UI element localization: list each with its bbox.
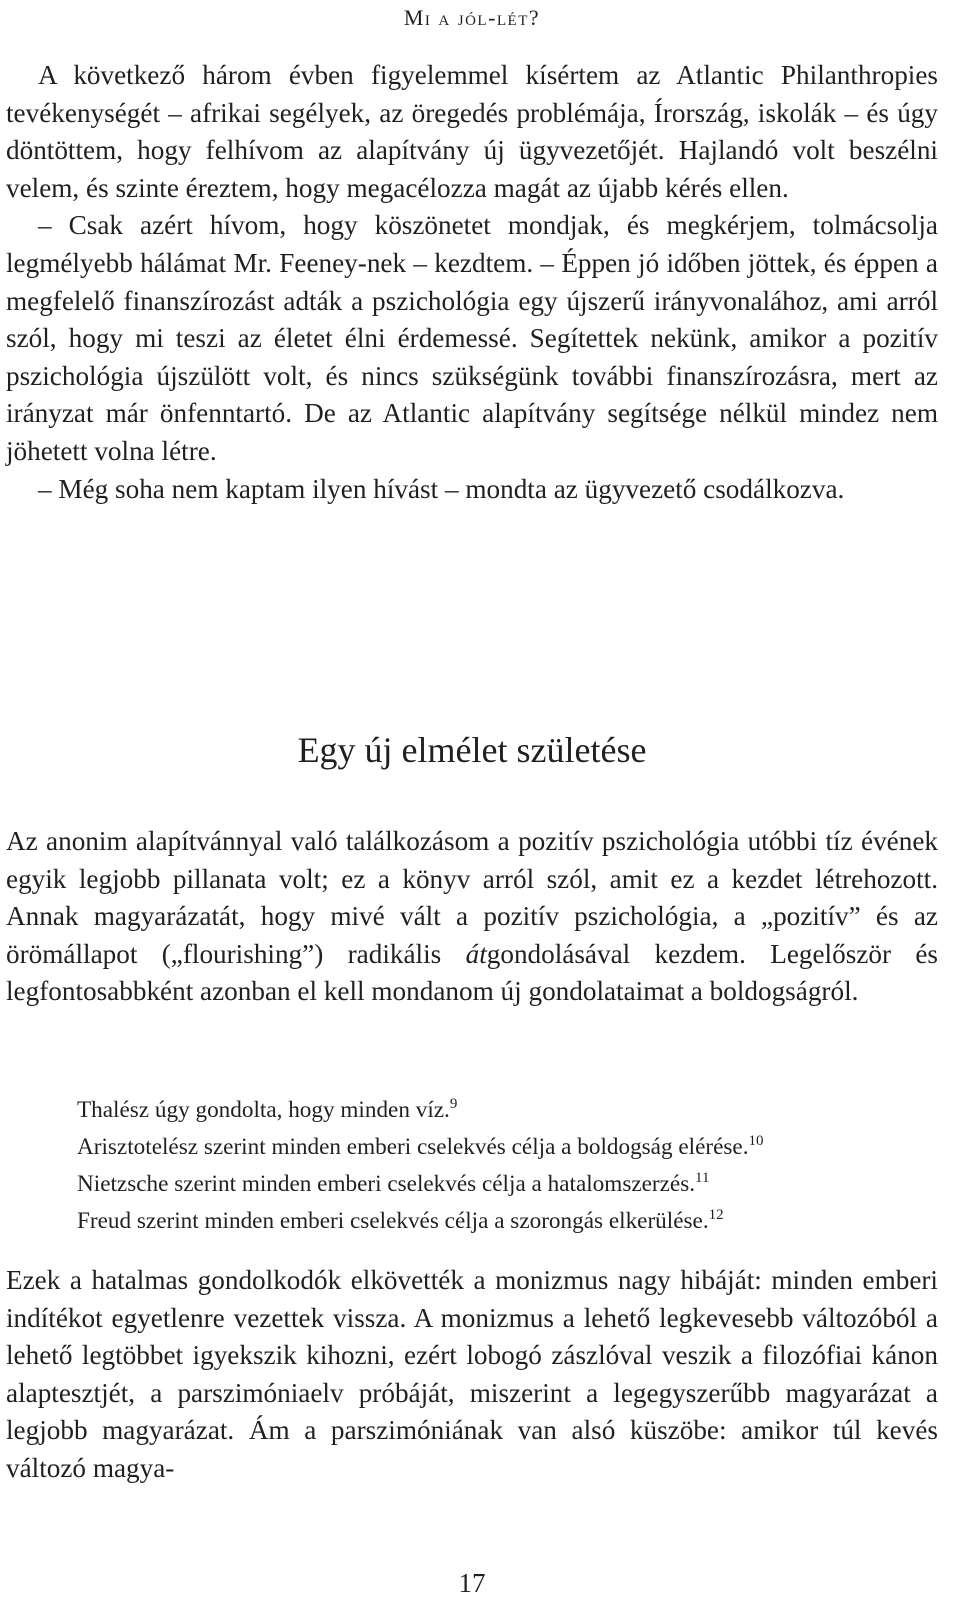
paragraph-monism: Ezek a hatalmas gondolkodók elkövették a monizmus nagy hibáját: minden emberi indítékot egyetlenre vezettek vissza. A monizmus a lehető legkevesebb változóból a lehető legtöbbet igyekszik kihozni, ezért lobogó zászlóval veszik a filozófiai kánon alaptesztjét, a parszimóniaelv próbáját, miszerint a legegyszerűbb magyarázat a legjobb magyarázat. Ám a parszimóniának van alsó küszöbe: amikor túl kevés változó magya- xyxy=(6,1265,938,1483)
paragraph-new-theory xyxy=(6,823,938,1011)
quote-text: Nietzsche szerint minden emberi cselekvés célja a hatalomszerzés. xyxy=(77,1171,696,1197)
section-text xyxy=(6,823,938,1011)
footnote-marker: 9 xyxy=(449,1096,458,1112)
quote-text: Thalész úgy gondolta, hogy minden víz. xyxy=(77,1097,450,1123)
paragraph-new-theory-part-2: gondolásával kezdem. Legelőször és legfontosabbként azonban el kell mondanom új gondolataimat a boldogságról. xyxy=(6,938,938,1007)
paragraph-director-reply: – Még soha nem kaptam ilyen hívást – mondta az ügyvezető csodálkozva. xyxy=(38,473,845,504)
quote-text: Arisztotelész szerint minden emberi cselekvés célja a boldogság elérése. xyxy=(77,1134,749,1160)
quote-line-nietzsche xyxy=(77,1166,937,1203)
footnote-marker: 11 xyxy=(695,1170,710,1186)
paragraph-new-theory-part-1: Az anonim alapítvánnyal való találkozásom a pozitív pszichológia utóbbi tíz évének egyik legjobb pillanata volt; ez a könyv arról szól, amit ez a kezdet létrehozott. Annak magyarázatát, hogy mivé vált a pozitív pszichológia, a „pozitív” és az örömállapot („flourishing”) radikális xyxy=(6,826,938,969)
quote-line-freud xyxy=(77,1203,937,1240)
footnote-marker: 12 xyxy=(708,1207,724,1223)
running-head: Mi a jól-lét? xyxy=(403,5,541,30)
page-number: 17 xyxy=(458,1568,486,1598)
paragraph-phone-call-dialogue: – Csak azért hívom, hogy köszönetet mondjak, és megkérjem, tolmácsolja legmélyebb hálámat Mr. Feeney-nek – kezdtem. – Éppen jó időben jöttek, és éppen a megfelelő finanszírozást adták a pszichológia egy újszerű irányvonalához, ami arról szól, hogy mi teszi az életet élni érdemessé. Segítettek nekünk, amikor a pozitív pszichológia újszülött volt, és nincs szükségünk további finanszírozásra, mert az irányzat már önfenntartó. De az Atlantic alapítvány segítsége nélkül mindez nem jöhetett volna létre. xyxy=(6,210,938,466)
opening-text xyxy=(6,57,938,508)
quote-line-aristotle xyxy=(77,1129,937,1166)
quote-line-thales xyxy=(77,1092,937,1129)
quote-text: Freud szerint minden emberi cselekvés célja a szorongás elkerülése. xyxy=(77,1208,709,1234)
italic-emphasis: át xyxy=(465,938,487,969)
section-heading: Egy új elmélet születése xyxy=(297,730,647,770)
closing-text xyxy=(6,1262,938,1488)
paragraph-atlantic-philanthropies: A következő három évben figyelemmel kísértem az Atlantic Philanthropies tevékenységét – afrikai segélyek, az öregedés problémája, Írország, iskolák – és úgy döntöttem, hogy felhívom az alapítvány új ügyvezetőjét. Hajlandó volt beszélni velem, és szinte éreztem, hogy megacélozza magát az újabb kérés ellen. xyxy=(6,60,938,203)
footnote-marker: 10 xyxy=(748,1133,764,1149)
philosopher-quotes xyxy=(77,1092,937,1240)
